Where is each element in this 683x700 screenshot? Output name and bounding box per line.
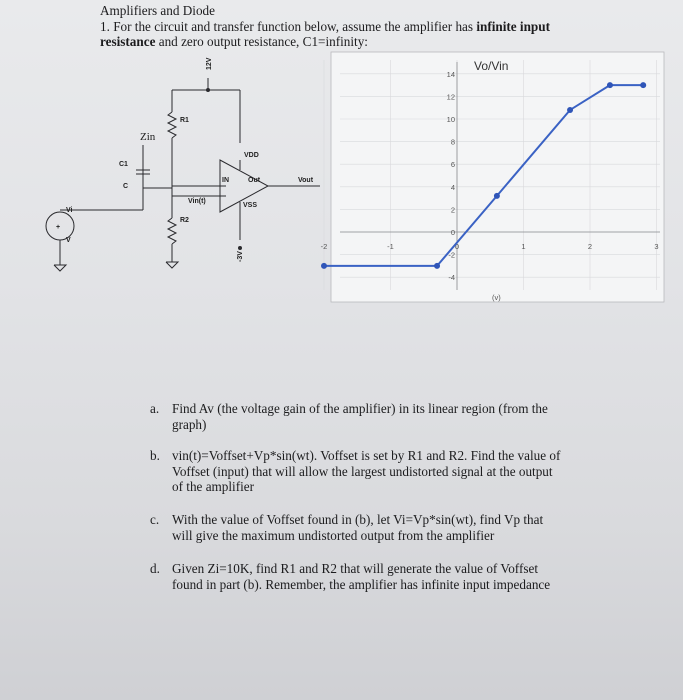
problem-text-1: For the circuit and transfer function below, assume the amplifier has — [113, 18, 474, 34]
data-point — [494, 193, 500, 199]
out-pin-label: Out — [248, 177, 261, 184]
question-b-line3: of the amplifier — [172, 479, 255, 494]
data-point — [640, 82, 646, 88]
problem-number: 1. — [100, 18, 110, 34]
x-tick-label: 3 — [654, 242, 659, 251]
question-b-label: b. — [150, 448, 160, 463]
vdd-label: VDD — [244, 152, 259, 159]
document-title: Amplifiers and Diode — [100, 3, 215, 18]
y-tick-label: 2 — [450, 205, 455, 215]
question-d-label: d. — [150, 561, 160, 576]
question-d-line1: Given Zi=10K, find R1 and R2 that will generate the value of Voffset — [172, 561, 538, 576]
y-tick-label: -2 — [448, 250, 455, 260]
vin-label: Vin(t) — [188, 198, 206, 205]
c1-label: C1 — [119, 161, 128, 168]
problem-bold-1: infinite input — [476, 18, 550, 34]
x-tick-label: 1 — [521, 242, 526, 251]
vi-source-plus: + — [56, 224, 61, 231]
c-label: C — [123, 183, 129, 190]
question-d — [150, 561, 551, 592]
chart-xlabel: (v) — [492, 293, 501, 302]
supply-neg-label: -3V — [237, 251, 244, 262]
data-point — [434, 263, 440, 269]
question-c-label: c. — [150, 512, 160, 527]
r2-label: R2 — [180, 217, 189, 224]
chart-title: Vo/Vin — [474, 59, 509, 73]
vi-label: Vi — [66, 207, 73, 214]
y-tick-label: -4 — [448, 273, 455, 283]
y-tick-label: 14 — [446, 69, 455, 79]
question-d-line2: found in part (b). Remember, the amplifier has infinite input impedance — [172, 576, 551, 592]
question-b — [150, 448, 561, 495]
y-tick-label: 12 — [446, 92, 455, 102]
question-a — [150, 401, 548, 432]
question-b-line2: Voffset (input) that will allow the largest undistorted signal at the output — [172, 463, 553, 479]
y-tick-label: 4 — [450, 182, 455, 192]
x-tick-label: -2 — [320, 242, 328, 251]
question-c — [150, 512, 544, 543]
problem-text-2: and zero output resistance, C1=infinity: — [158, 34, 368, 49]
in-pin-label: IN — [222, 177, 229, 184]
vss-label: VSS — [243, 202, 258, 209]
supply-pos-label: 12V — [206, 57, 213, 70]
question-c-line2: will give the maximum undistorted output from the amplifier — [172, 527, 495, 543]
r1-label: R1 — [180, 117, 189, 124]
v-label: V — [66, 237, 71, 244]
zin-label: Zin — [140, 131, 156, 143]
question-a-label: a. — [150, 401, 160, 416]
data-point — [321, 263, 327, 269]
y-tick-label: 6 — [450, 160, 455, 170]
y-tick-label: 8 — [450, 137, 455, 147]
question-c-line1: With the value of Voffset found in (b), let Vi=Vp*sin(wt), find Vp that — [172, 512, 544, 527]
y-tick-label: 10 — [446, 115, 455, 124]
question-a-line2: graph) — [172, 416, 207, 432]
problem-bold-2: resistance — [100, 34, 156, 49]
vout-label: Vout — [298, 177, 314, 184]
data-point — [607, 82, 613, 88]
data-point — [567, 107, 573, 113]
x-tick-label: 0 — [454, 242, 460, 251]
y-tick-label: 0 — [450, 228, 455, 237]
x-tick-label: -1 — [387, 242, 394, 251]
chart-frame — [331, 52, 664, 302]
question-a-line1: Find Av (the voltage gain of the amplifier) in its linear region (from the — [172, 401, 548, 416]
question-b-line1: vin(t)=Voffset+Vp*sin(wt). Voffset is set by R1 and R2. Find the value of — [172, 448, 561, 463]
x-tick-label: 2 — [587, 242, 593, 251]
